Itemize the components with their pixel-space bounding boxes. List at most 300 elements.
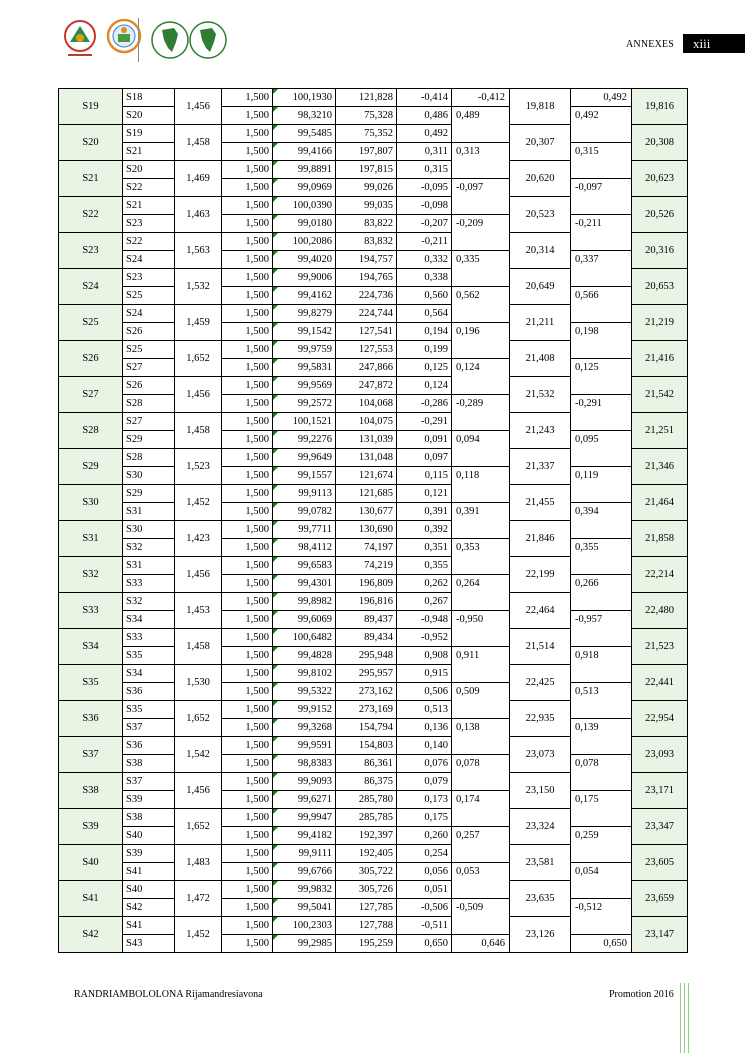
neighbor-cell: S31	[123, 557, 175, 575]
value-a-cell: 1,500	[222, 557, 273, 575]
value-d-cell: 0,564	[397, 305, 452, 323]
value-c-cell: 247,872	[336, 377, 397, 395]
q-value: -0,957	[575, 614, 603, 625]
university-logo-icon	[62, 18, 98, 62]
q-cell	[571, 431, 632, 449]
group-name-cell: S31	[59, 521, 123, 557]
neighbor-cell: S41	[123, 917, 175, 935]
q-cell	[571, 161, 632, 179]
mid-value-cell: 20,314	[510, 233, 571, 269]
neighbor-cell: S42	[123, 899, 175, 917]
value-d-cell: 0,262	[397, 575, 452, 593]
value-d-cell: 0,175	[397, 809, 452, 827]
final-value-cell: 21,523	[632, 629, 688, 665]
mid-value-cell: 20,649	[510, 269, 571, 305]
value-c-cell: 194,757	[336, 251, 397, 269]
table-row	[59, 899, 688, 917]
mid-value-cell: 22,425	[510, 665, 571, 701]
weight-cell: 1,458	[175, 629, 222, 665]
q-cell	[571, 917, 632, 935]
p-value: 0,257	[456, 830, 480, 841]
final-value-cell: 20,653	[632, 269, 688, 305]
value-a-cell: 1,500	[222, 233, 273, 251]
value-b-cell: 99,9113	[273, 485, 336, 503]
value-b-cell: 100,1930	[273, 89, 336, 107]
weight-cell: 1,469	[175, 161, 222, 197]
value-c-cell: 86,375	[336, 773, 397, 791]
p-value: 0,053	[456, 866, 480, 877]
final-value-cell: 21,346	[632, 449, 688, 485]
value-a-cell: 1,500	[222, 665, 273, 683]
value-a-cell: 1,500	[222, 467, 273, 485]
neighbor-cell: S20	[123, 107, 175, 125]
neighbor-cell: S26	[123, 323, 175, 341]
table-row	[59, 269, 688, 287]
value-c-cell: 197,807	[336, 143, 397, 161]
p-cell	[452, 611, 510, 629]
value-c-cell: 83,822	[336, 215, 397, 233]
final-value-cell: 20,316	[632, 233, 688, 269]
value-b-cell: 99,9569	[273, 377, 336, 395]
group-name-cell: S25	[59, 305, 123, 341]
weight-cell: 1,472	[175, 881, 222, 917]
q-cell	[571, 863, 632, 881]
mid-value-cell: 21,514	[510, 629, 571, 665]
q-value: 0,139	[575, 722, 599, 733]
value-c-cell: 196,816	[336, 593, 397, 611]
q-value: -0,211	[575, 218, 602, 229]
q-cell	[571, 503, 632, 521]
table-row	[59, 341, 688, 359]
neighbor-cell: S38	[123, 755, 175, 773]
p-cell	[452, 827, 510, 845]
table-row	[59, 881, 688, 899]
table-row	[59, 593, 688, 611]
p-value: 0,264	[456, 578, 480, 589]
p-value: 0,094	[456, 434, 480, 445]
table-row	[59, 107, 688, 125]
table-row	[59, 773, 688, 791]
q-value: -0,097	[575, 182, 603, 193]
value-b-cell: 100,2086	[273, 233, 336, 251]
q-value: 0,259	[575, 830, 599, 841]
neighbor-cell: S23	[123, 269, 175, 287]
p-cell	[452, 431, 510, 449]
value-b-cell: 99,9759	[273, 341, 336, 359]
q-cell	[571, 269, 632, 287]
p-cell	[452, 665, 510, 683]
value-d-cell: 0,351	[397, 539, 452, 557]
value-c-cell: 305,722	[336, 863, 397, 881]
neighbor-cell: S25	[123, 287, 175, 305]
table-row	[59, 539, 688, 557]
value-d-cell: 0,056	[397, 863, 452, 881]
final-value-cell: 20,308	[632, 125, 688, 161]
weight-cell: 1,456	[175, 773, 222, 809]
value-c-cell: 89,437	[336, 611, 397, 629]
value-a-cell: 1,500	[222, 449, 273, 467]
value-d-cell: -0,291	[397, 413, 452, 431]
q-value: 0,492	[575, 110, 599, 121]
value-d-cell: -0,211	[397, 233, 452, 251]
q-cell	[571, 899, 632, 917]
table-row	[59, 845, 688, 863]
group-name-cell: S22	[59, 197, 123, 233]
p-cell	[452, 935, 510, 953]
p-cell	[452, 899, 510, 917]
footer-author: RANDRIAMBOLOLONA Rijamandresiavona	[74, 989, 263, 1000]
neighbor-cell: S40	[123, 881, 175, 899]
value-b-cell: 100,0390	[273, 197, 336, 215]
q-cell	[571, 539, 632, 557]
group-name-cell: S29	[59, 449, 123, 485]
value-c-cell: 196,809	[336, 575, 397, 593]
q-cell	[571, 791, 632, 809]
neighbor-cell: S32	[123, 593, 175, 611]
mid-value-cell: 23,073	[510, 737, 571, 773]
value-a-cell: 1,500	[222, 269, 273, 287]
value-a-cell: 1,500	[222, 359, 273, 377]
value-c-cell: 247,866	[336, 359, 397, 377]
value-a-cell: 1,500	[222, 737, 273, 755]
group-name-cell: S27	[59, 377, 123, 413]
neighbor-cell: S41	[123, 863, 175, 881]
q-cell	[571, 611, 632, 629]
p-cell	[452, 341, 510, 359]
table-row	[59, 575, 688, 593]
p-cell	[452, 575, 510, 593]
value-a-cell: 1,500	[222, 629, 273, 647]
p-cell	[452, 107, 510, 125]
value-a-cell: 1,500	[222, 521, 273, 539]
value-a-cell: 1,500	[222, 683, 273, 701]
q-cell	[571, 575, 632, 593]
q-cell	[571, 773, 632, 791]
value-a-cell: 1,500	[222, 251, 273, 269]
table-row	[59, 395, 688, 413]
mid-value-cell: 20,523	[510, 197, 571, 233]
final-value-cell: 21,542	[632, 377, 688, 413]
value-c-cell: 99,035	[336, 197, 397, 215]
weight-cell: 1,652	[175, 809, 222, 845]
p-cell	[452, 647, 510, 665]
value-c-cell: 121,828	[336, 89, 397, 107]
q-value: 0,095	[575, 434, 599, 445]
q-cell	[571, 287, 632, 305]
value-c-cell: 89,434	[336, 629, 397, 647]
school-logo-icon	[106, 18, 142, 62]
p-cell	[452, 179, 510, 197]
q-cell	[571, 179, 632, 197]
neighbor-cell: S19	[123, 125, 175, 143]
value-d-cell: 0,392	[397, 521, 452, 539]
q-cell	[571, 683, 632, 701]
p-value: 0,911	[456, 650, 480, 661]
group-name-cell: S39	[59, 809, 123, 845]
value-a-cell: 1,500	[222, 431, 273, 449]
final-value-cell: 22,480	[632, 593, 688, 629]
value-a-cell: 1,500	[222, 791, 273, 809]
q-cell	[571, 323, 632, 341]
group-name-cell: S34	[59, 629, 123, 665]
q-cell	[571, 251, 632, 269]
value-d-cell: 0,311	[397, 143, 452, 161]
q-cell	[571, 557, 632, 575]
neighbor-cell: S21	[123, 143, 175, 161]
neighbor-cell: S37	[123, 773, 175, 791]
table-row	[59, 827, 688, 845]
value-b-cell: 99,6766	[273, 863, 336, 881]
header-divider	[138, 18, 139, 62]
table-row	[59, 377, 688, 395]
group-name-cell: S41	[59, 881, 123, 917]
value-b-cell: 99,2985	[273, 935, 336, 953]
table-row	[59, 449, 688, 467]
value-a-cell: 1,500	[222, 935, 273, 953]
value-b-cell: 99,8982	[273, 593, 336, 611]
footer-deco-line	[680, 983, 681, 1053]
value-b-cell: 99,4828	[273, 647, 336, 665]
value-d-cell: 0,355	[397, 557, 452, 575]
mid-value-cell: 21,532	[510, 377, 571, 413]
p-cell	[452, 719, 510, 737]
value-b-cell: 99,8102	[273, 665, 336, 683]
final-value-cell: 20,623	[632, 161, 688, 197]
table-row	[59, 89, 688, 107]
weight-cell: 1,483	[175, 845, 222, 881]
value-d-cell: 0,267	[397, 593, 452, 611]
q-cell	[571, 629, 632, 647]
p-cell	[452, 845, 510, 863]
neighbor-cell: S24	[123, 305, 175, 323]
weight-cell: 1,459	[175, 305, 222, 341]
value-a-cell: 1,500	[222, 773, 273, 791]
value-c-cell: 127,541	[336, 323, 397, 341]
mid-value-cell: 21,846	[510, 521, 571, 557]
q-cell	[571, 341, 632, 359]
p-value: -0,209	[456, 218, 484, 229]
p-value: 0,124	[456, 362, 480, 373]
value-c-cell: 130,690	[336, 521, 397, 539]
mid-value-cell: 23,324	[510, 809, 571, 845]
value-a-cell: 1,500	[222, 539, 273, 557]
value-b-cell: 99,5322	[273, 683, 336, 701]
final-value-cell: 23,171	[632, 773, 688, 809]
value-a-cell: 1,500	[222, 719, 273, 737]
value-c-cell: 127,788	[336, 917, 397, 935]
p-cell	[452, 449, 510, 467]
q-cell	[571, 701, 632, 719]
neighbor-cell: S30	[123, 467, 175, 485]
value-c-cell: 224,744	[336, 305, 397, 323]
value-b-cell: 99,4162	[273, 287, 336, 305]
p-cell	[452, 917, 510, 935]
value-c-cell: 295,948	[336, 647, 397, 665]
neighbor-cell: S31	[123, 503, 175, 521]
weight-cell: 1,452	[175, 917, 222, 953]
p-value: 0,335	[456, 254, 480, 265]
weight-cell: 1,423	[175, 521, 222, 557]
value-b-cell: 99,5041	[273, 899, 336, 917]
value-b-cell: 99,3268	[273, 719, 336, 737]
mid-value-cell: 20,307	[510, 125, 571, 161]
p-cell	[452, 557, 510, 575]
neighbor-cell: S39	[123, 845, 175, 863]
p-cell	[452, 233, 510, 251]
q-value: 0,054	[575, 866, 599, 877]
value-b-cell: 98,8383	[273, 755, 336, 773]
neighbor-cell: S23	[123, 215, 175, 233]
value-b-cell: 99,9006	[273, 269, 336, 287]
table-row	[59, 719, 688, 737]
p-value: 0,174	[456, 794, 480, 805]
neighbor-cell: S22	[123, 179, 175, 197]
value-c-cell: 154,803	[336, 737, 397, 755]
value-d-cell: -0,952	[397, 629, 452, 647]
table-row	[59, 179, 688, 197]
value-c-cell: 104,068	[336, 395, 397, 413]
q-value: 0,119	[575, 470, 599, 481]
neighbor-cell: S20	[123, 161, 175, 179]
value-d-cell: 0,076	[397, 755, 452, 773]
value-b-cell: 99,9152	[273, 701, 336, 719]
value-a-cell: 1,500	[222, 89, 273, 107]
value-c-cell: 75,328	[336, 107, 397, 125]
value-d-cell: 0,492	[397, 125, 452, 143]
value-d-cell: 0,136	[397, 719, 452, 737]
q-cell	[571, 395, 632, 413]
q-value: 0,125	[575, 362, 599, 373]
p-cell	[452, 125, 510, 143]
final-value-cell: 19,816	[632, 89, 688, 125]
mid-value-cell: 19,818	[510, 89, 571, 125]
weight-cell: 1,456	[175, 377, 222, 413]
value-d-cell: 0,254	[397, 845, 452, 863]
value-d-cell: 0,513	[397, 701, 452, 719]
q-value: 0,078	[575, 758, 599, 769]
value-c-cell: 285,785	[336, 809, 397, 827]
q-cell	[571, 467, 632, 485]
value-d-cell: 0,908	[397, 647, 452, 665]
p-cell	[452, 791, 510, 809]
value-b-cell: 98,4112	[273, 539, 336, 557]
value-c-cell: 86,361	[336, 755, 397, 773]
value-d-cell: -0,286	[397, 395, 452, 413]
value-d-cell: -0,511	[397, 917, 452, 935]
value-d-cell: 0,173	[397, 791, 452, 809]
table-row	[59, 251, 688, 269]
value-d-cell: 0,140	[397, 737, 452, 755]
value-c-cell: 104,075	[336, 413, 397, 431]
group-name-cell: S33	[59, 593, 123, 629]
value-a-cell: 1,500	[222, 593, 273, 611]
q-value: 0,394	[575, 506, 599, 517]
value-c-cell: 83,832	[336, 233, 397, 251]
neighbor-cell: S34	[123, 611, 175, 629]
table-row	[59, 755, 688, 773]
q-cell	[571, 809, 632, 827]
q-value: 0,513	[575, 686, 599, 697]
value-a-cell: 1,500	[222, 863, 273, 881]
value-d-cell: 0,051	[397, 881, 452, 899]
value-c-cell: 197,815	[336, 161, 397, 179]
weight-cell: 1,456	[175, 557, 222, 593]
value-c-cell: 99,026	[336, 179, 397, 197]
value-c-cell: 130,677	[336, 503, 397, 521]
value-b-cell: 98,3210	[273, 107, 336, 125]
q-cell	[571, 647, 632, 665]
neighbor-cell: S18	[123, 89, 175, 107]
mid-value-cell: 23,126	[510, 917, 571, 953]
q-value: 0,337	[575, 254, 599, 265]
value-a-cell: 1,500	[222, 215, 273, 233]
q-cell	[571, 845, 632, 863]
value-b-cell: 99,0782	[273, 503, 336, 521]
final-value-cell: 23,605	[632, 845, 688, 881]
q-cell	[571, 359, 632, 377]
q-cell	[571, 485, 632, 503]
mid-value-cell: 21,408	[510, 341, 571, 377]
q-cell	[571, 665, 632, 683]
group-name-cell: S40	[59, 845, 123, 881]
p-cell	[452, 395, 510, 413]
p-value: 0,391	[456, 506, 480, 517]
value-a-cell: 1,500	[222, 845, 273, 863]
table-row	[59, 503, 688, 521]
q-cell	[571, 719, 632, 737]
table-row	[59, 233, 688, 251]
value-c-cell: 224,736	[336, 287, 397, 305]
final-value-cell: 22,954	[632, 701, 688, 737]
neighbor-cell: S33	[123, 575, 175, 593]
p-cell	[452, 809, 510, 827]
neighbor-cell: S26	[123, 377, 175, 395]
value-a-cell: 1,500	[222, 827, 273, 845]
group-name-cell: S20	[59, 125, 123, 161]
page-number: xiii	[683, 34, 745, 53]
p-value: 0,118	[456, 470, 480, 481]
mid-value-cell: 22,199	[510, 557, 571, 593]
value-a-cell: 1,500	[222, 197, 273, 215]
p-cell	[452, 323, 510, 341]
mid-value-cell: 23,635	[510, 881, 571, 917]
value-b-cell: 100,2303	[273, 917, 336, 935]
table-row	[59, 431, 688, 449]
neighbor-cell: S25	[123, 341, 175, 359]
q-value: 0,175	[575, 794, 599, 805]
value-d-cell: -0,098	[397, 197, 452, 215]
value-a-cell: 1,500	[222, 899, 273, 917]
value-c-cell: 295,957	[336, 665, 397, 683]
table-row	[59, 413, 688, 431]
table-row	[59, 683, 688, 701]
value-d-cell: -0,414	[397, 89, 452, 107]
weight-cell: 1,652	[175, 341, 222, 377]
value-a-cell: 1,500	[222, 611, 273, 629]
value-c-cell: 305,726	[336, 881, 397, 899]
data-table	[58, 88, 688, 953]
mid-value-cell: 22,935	[510, 701, 571, 737]
table-row	[59, 161, 688, 179]
q-cell	[571, 233, 632, 251]
value-a-cell: 1,500	[222, 575, 273, 593]
p-value: 0,313	[456, 146, 480, 157]
p-value: 0,078	[456, 758, 480, 769]
value-d-cell: 0,097	[397, 449, 452, 467]
neighbor-cell: S30	[123, 521, 175, 539]
table-row	[59, 359, 688, 377]
q-value: 0,650	[603, 938, 627, 949]
